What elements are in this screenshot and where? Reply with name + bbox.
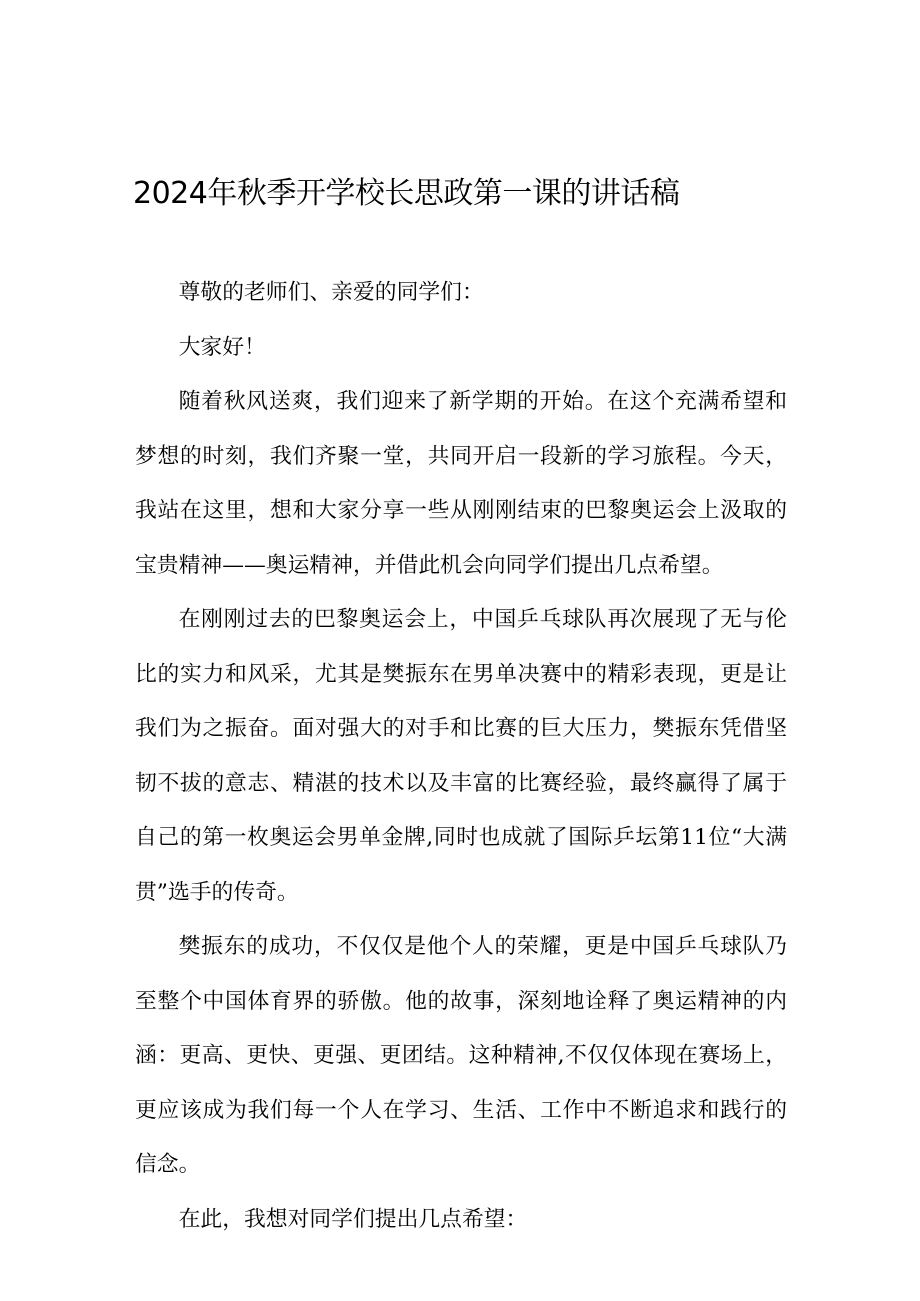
document-body	[135, 266, 787, 1247]
greeting-paragraph: 大家好！	[178, 334, 266, 360]
body-paragraph: 随着秋风送爽，我们迎来了新学期的开始。在这个充满希望和梦想的时刻，我们齐聚一堂，共同开启一段新的学习旅程。今天，我站在这里，想和大家分享一些从刚刚结束的巴黎奥运会上汲取的宝贵精神——奥运精神，并借此机会向同学们提出几点希望。	[135, 389, 787, 578]
salutation-paragraph: 尊敬的老师们、亲爱的同学们：	[178, 280, 484, 305]
body-paragraph: 在此，我想对同学们提出几点希望：	[178, 1206, 528, 1232]
body-paragraph: 樊振东的成功，不仅仅是他个人的荣耀，更是中国乒乓球队乃至整个中国体育界的骄傲。他的故事，深刻地诠释了奥运精神的内涵：更高、更快、更强、更团结。这种精神,不仅仅体现在赛场上，更应该成为我们每一个人在学习、生活、工作中不断追求和践行的信念。	[135, 934, 787, 1177]
document-title: 2024年秋季开学校长思政第一课的讲话稿	[133, 176, 680, 211]
body-paragraph: 在刚刚过去的巴黎奥运会上，中国乒乓球队再次展现了无与伦比的实力和风采，尤其是樊振东在男单决赛中的精彩表现，更是让我们为之振奋。面对强大的对手和比赛的巨大压力，樊振东凭借坚韧不拔的意志、精湛的技术以及丰富的比赛经验，最终赢得了属于自己的第一枚奥运会男单金牌,同时也成就了国际乒坛第11位“大满贯”选手的传奇。	[135, 607, 787, 905]
